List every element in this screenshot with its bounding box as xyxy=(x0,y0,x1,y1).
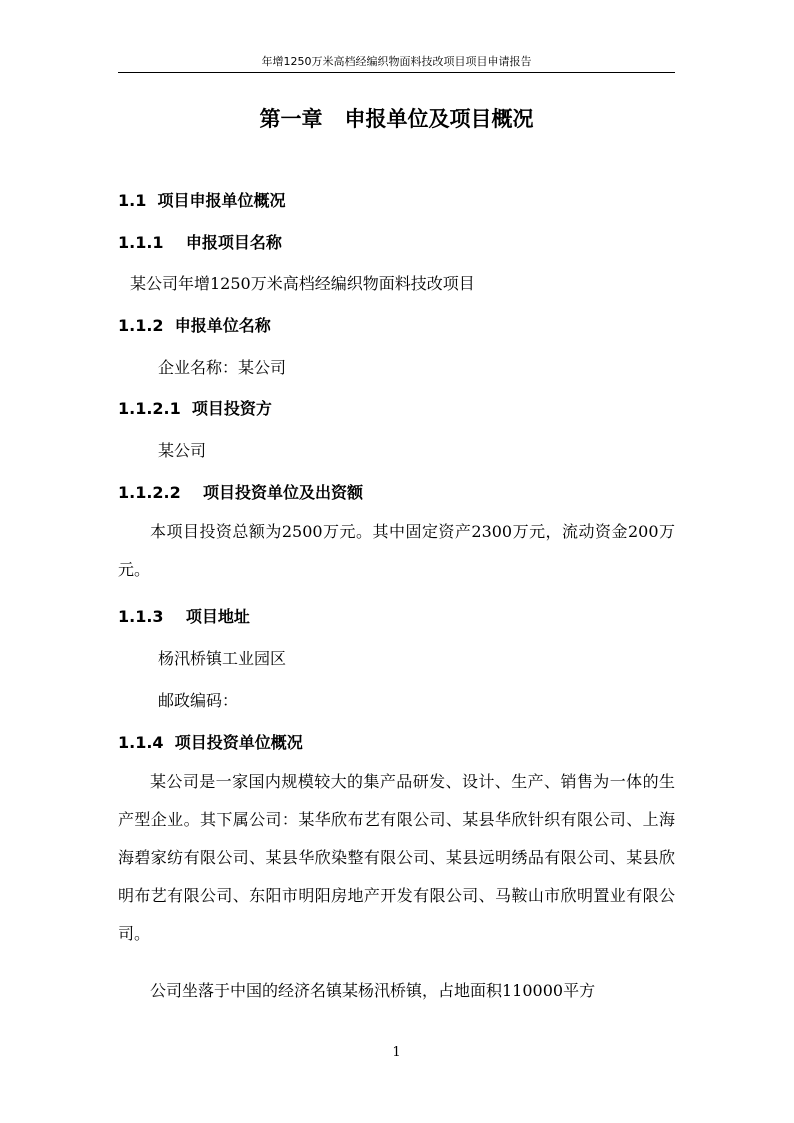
company-overview-paragraph: 某公司是一家国内规模较大的集产品研发、设计、生产、销售为一体的生产型企业。其下属公司：某华欣布艺有限公司、某县华欣针织有限公司、上海海碧家纺有限公司、某县华欣染整有限公司、某县远明绣品有限公司、某县欣明布艺有限公司、东阳市明阳房地产开发有限公司、马鞍山市欣明置业有限公司。 xyxy=(118,772,675,943)
postcode-text: 邮政编码： xyxy=(158,691,239,710)
company-location-paragraph: 公司坐落于中国的经济名镇某杨汛桥镇，占地面积110000平方 xyxy=(150,981,596,1000)
heading-1-1-1: 1.1.1 申报项目名称 xyxy=(118,233,282,252)
running-header: 年增1250万米高档经编织物面料技改项目项目申请报告 xyxy=(261,55,532,68)
page-number: 1 xyxy=(392,1045,401,1060)
heading-1-1-2-1: 1.1.2.1 项目投资方 xyxy=(118,399,272,418)
heading-1-1: 1.1 项目申报单位概况 xyxy=(118,191,286,210)
heading-1-1-2: 1.1.2 申报单位名称 xyxy=(118,316,271,335)
company-name-text: 企业名称：某公司 xyxy=(158,358,287,377)
investor-text: 某公司 xyxy=(158,441,207,460)
heading-1-1-2-2: 1.1.2.2 项目投资单位及出资额 xyxy=(118,483,364,502)
heading-1-1-4: 1.1.4 项目投资单位概况 xyxy=(118,733,303,752)
investment-paragraph: 本项目投资总额为2500万元。其中固定资产2300万元，流动资金200万元。 xyxy=(118,522,675,579)
heading-1-1-3: 1.1.3 项目地址 xyxy=(118,607,250,626)
project-name-text: 某公司年增1250万米高档经编织物面料技改项目 xyxy=(130,274,475,293)
header-rule xyxy=(118,72,675,73)
chapter-title: 第一章 申报单位及项目概况 xyxy=(259,107,534,131)
address-text: 杨汛桥镇工业园区 xyxy=(158,649,287,668)
